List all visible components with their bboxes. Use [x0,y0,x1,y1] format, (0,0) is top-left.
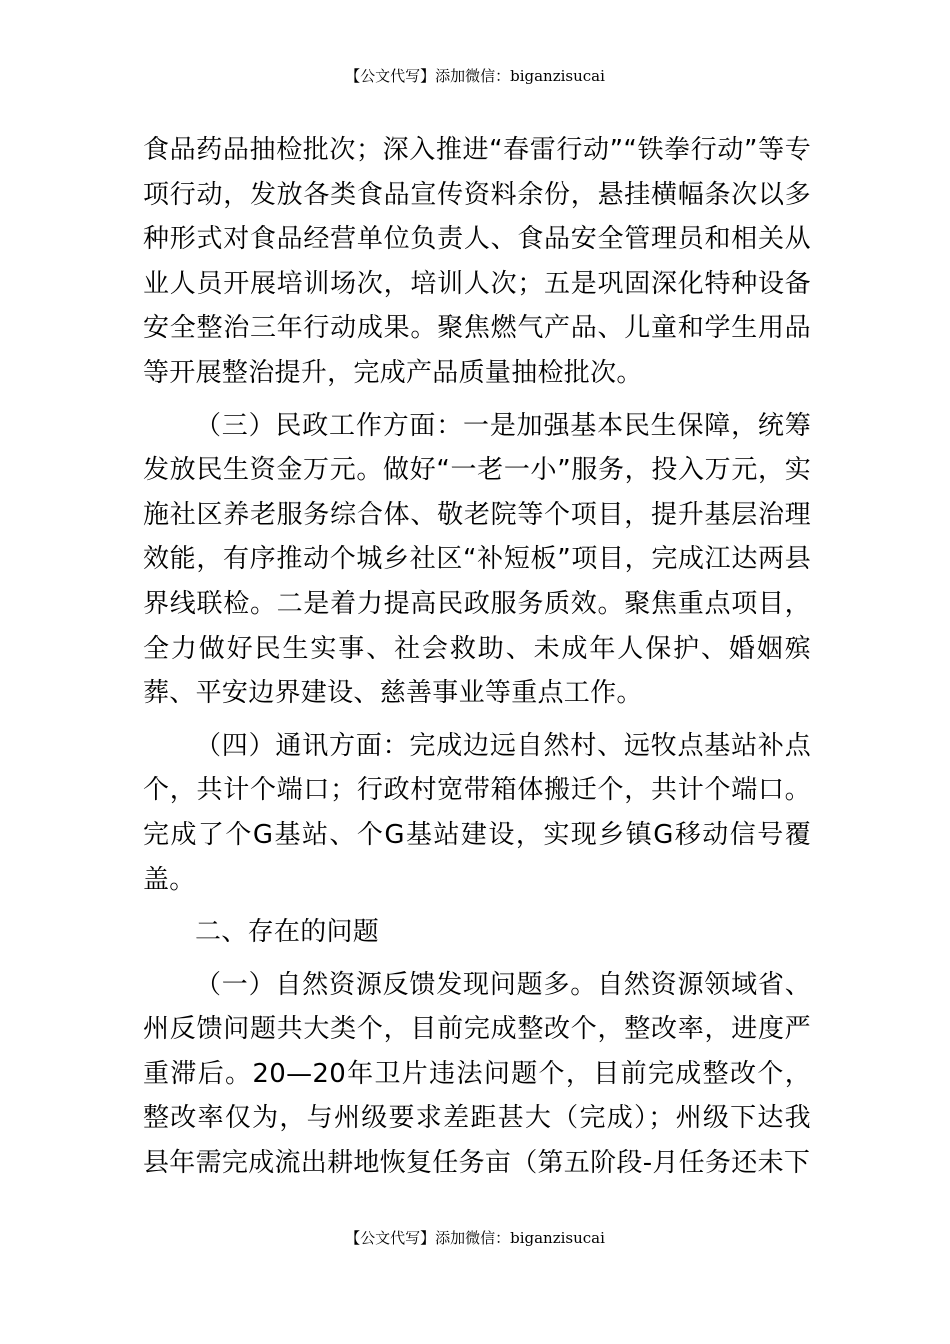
section-heading-problems: 二、存在的问题 [195,917,380,948]
paragraph-natural-resources: （一）自然资源反馈发现问题多。自然资源领域省、州反馈问题共大类个，目前完成整改个，整改率，进度严重滞后。20—20年卫片违法问题个，目前完成整改个，整改率仅为，与州级要求差距甚大（完成）；州级下达我县年需完成流出耕地恢复任务亩（第五阶段-月任务还未下 [143,969,811,1179]
paragraph-civil-affairs: （三）民政工作方面：一是加强基本民生保障，统筹发放民生资金万元。做好“一老一小”服务，投入万元，实施社区养老服务综合体、敬老院等个项目，提升基层治理效能，有序推动个城乡社区“补短板”项目，完成江达两县界线联检。二是着力提高民政服务质效。聚焦重点项目，全力做好民生实事、社会救助、未成年人保护、婚姻殡葬、平安边界建设、慈善事业等重点工作。 [143,410,811,709]
paragraph-food-safety: 食品药品抽检批次；深入推进“春雷行动”“铁拳行动”等专项行动，发放各类食品宣传资料余份，悬挂横幅条次以多种形式对食品经营单位负责人、食品安全管理员和相关从业人员开展培训场次，培训人次；五是巩固深化特种设备安全整治三年行动成果。聚焦燃气产品、儿童和学生用品等开展整治提升，完成产品质量抽检批次。 [143,135,811,388]
document-body [143,128,811,1194]
paragraph-communications: （四）通讯方面：完成边远自然村、远牧点基站补点个，共计个端口；行政村宽带箱体搬迁个，共计个端口。完成了个G基站、个G基站建设，实现乡镇G移动信号覆盖。 [143,730,811,895]
page-header: 【公文代写】添加微信：biganzisucai [345,67,605,85]
page-footer: 【公文代写】添加微信：biganzisucai [345,1229,605,1247]
